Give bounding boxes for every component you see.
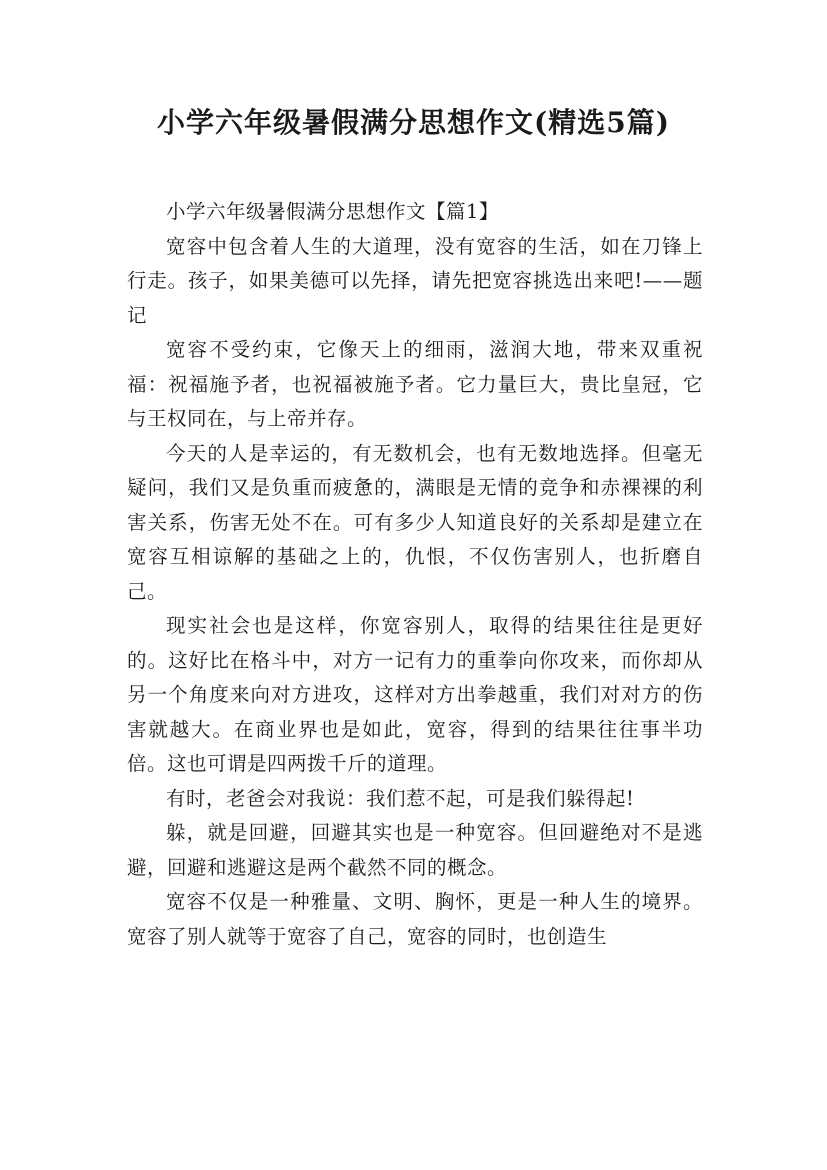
paragraph: 宽容不受约束，它像天上的细雨，滋润大地，带来双重祝福：祝福施予者，也祝福被施予者。它力量巨大，贵比皇冠，它与王权同在，与上帝并存。 bbox=[127, 338, 703, 430]
document-title: 小学六年级暑假满分思想作文(精选5篇) bbox=[157, 106, 670, 139]
paragraph: 有时，老爸会对我说：我们惹不起，可是我们躲得起! bbox=[166, 786, 635, 810]
document-body bbox=[127, 195, 703, 954]
paragraph: 宽容不仅是一种雅量、文明、胸怀，更是一种人生的境界。宽容了别人就等于宽容了自己，宽容的同时，也创造生 bbox=[127, 890, 703, 948]
paragraph: 宽容中包含着人生的大道理，没有宽容的生活，如在刀锋上行走。孩子，如果美德可以先择，请先把宽容挑选出来吧!——题记 bbox=[127, 234, 703, 327]
paragraph: 今天的人是幸运的，有无数机会，也有无数地选择。但毫无疑问，我们又是负重而疲惫的，满眼是无情的竞争和赤裸裸的利害关系，伤害无处不在。可有多少人知道良好的关系却是建立在宽容互相谅解的基础之上的，仇恨，不仅伤害别人，也折磨自己。 bbox=[127, 441, 703, 603]
paragraph: 躲，就是回避，回避其实也是一种宽容。但回避绝对不是逃避，回避和逃避这是两个截然不同的概念。 bbox=[127, 821, 703, 879]
paragraph: 现实社会也是这样，你宽容别人，取得的结果往往是更好的。这好比在格斗中，对方一记有力的重拳向你攻来，而你却从另一个角度来向对方进攻，这样对方出拳越重，我们对对方的伤害就越大。在商业界也是如此，宽容，得到的结果往往事半功倍。这也可谓是四两拨千斤的道理。 bbox=[127, 614, 703, 775]
section-heading: 小学六年级暑假满分思想作文【篇1】 bbox=[166, 200, 499, 223]
